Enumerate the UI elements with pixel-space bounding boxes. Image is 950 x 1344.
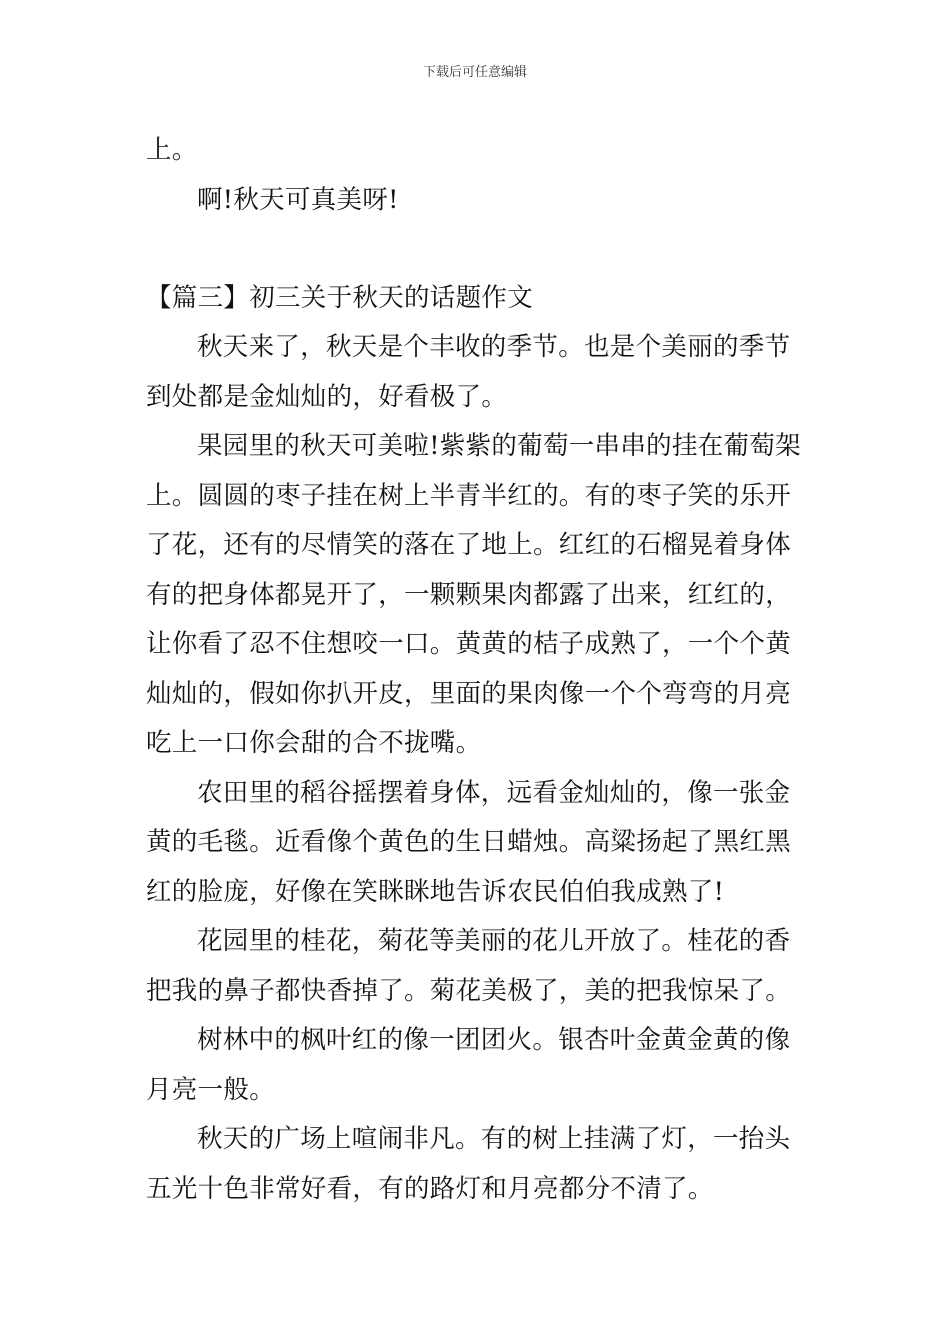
text-line: 红的脸庞，好像在笑眯眯地告诉农民伯伯我成熟了! (146, 876, 725, 907)
text-line: 上。圆圆的枣子挂在树上半青半红的。有的枣子笑的乐开 (146, 480, 792, 511)
text-line: 秋天来了，秋天是个丰收的季节。也是个美丽的季节 (197, 332, 791, 362)
text-line: 秋天的广场上喧闹非凡。有的树上挂满了灯，一抬头 (197, 1124, 791, 1154)
paragraph (146, 917, 810, 1016)
text-line: 有的把身体都晃开了，一颗颗果肉都露了出来，红红的， (146, 579, 792, 610)
text-line: 让你看了忍不住想咬一口。黄黄的桔子成熟了，一个个黄 (146, 629, 792, 659)
paragraph (146, 1115, 810, 1214)
page-header (0, 64, 950, 82)
paragraph (146, 769, 810, 918)
text-line: 上。 (146, 135, 198, 165)
text-line: 农田里的稻谷摇摆着身体，远看金灿灿的，像一张金 (197, 777, 791, 808)
text-line: 了花，还有的尽情笑的落在了地上。红红的石榴晃着身体 (146, 530, 792, 560)
text-line: 灿灿的，假如你扒开皮，里面的果肉像一个个弯弯的月亮 (146, 678, 792, 709)
paragraph (146, 1016, 810, 1115)
text-line: 吃上一口你会甜的合不拢嘴。 (146, 728, 482, 758)
document-body (146, 126, 810, 1214)
text-line: 五光十色非常好看，有的路灯和月亮都分不清了。 (146, 1173, 714, 1204)
text-line: 黄的毛毯。近看像个黄色的生日蜡烛。高粱扬起了黑红黑 (146, 827, 792, 857)
paragraph (146, 323, 810, 422)
text-line: 花园里的桂花，菊花等美丽的花儿开放了。桂花的香 (197, 926, 791, 956)
text-line: 到处都是金灿灿的，好看极了。 (146, 381, 508, 412)
article-title: 【篇三】初三关于秋天的话题作文 (146, 283, 534, 313)
text-line: 果园里的秋天可美啦!紫紫的葡萄一串串的挂在葡萄架 (197, 431, 801, 461)
text-line: 月亮一般。 (146, 1074, 276, 1105)
text-line: 啊!秋天可真美呀! (197, 184, 399, 215)
header-note: 下载后可任意编辑 (422, 65, 527, 80)
section-gap (146, 225, 810, 273)
paragraph (146, 422, 810, 769)
text-line: 树林中的枫叶红的像一团团火。银杏叶金黄金黄的像 (197, 1025, 791, 1055)
text-line: 把我的鼻子都快香掉了。菊花美极了，美的把我惊呆了。 (146, 975, 792, 1006)
